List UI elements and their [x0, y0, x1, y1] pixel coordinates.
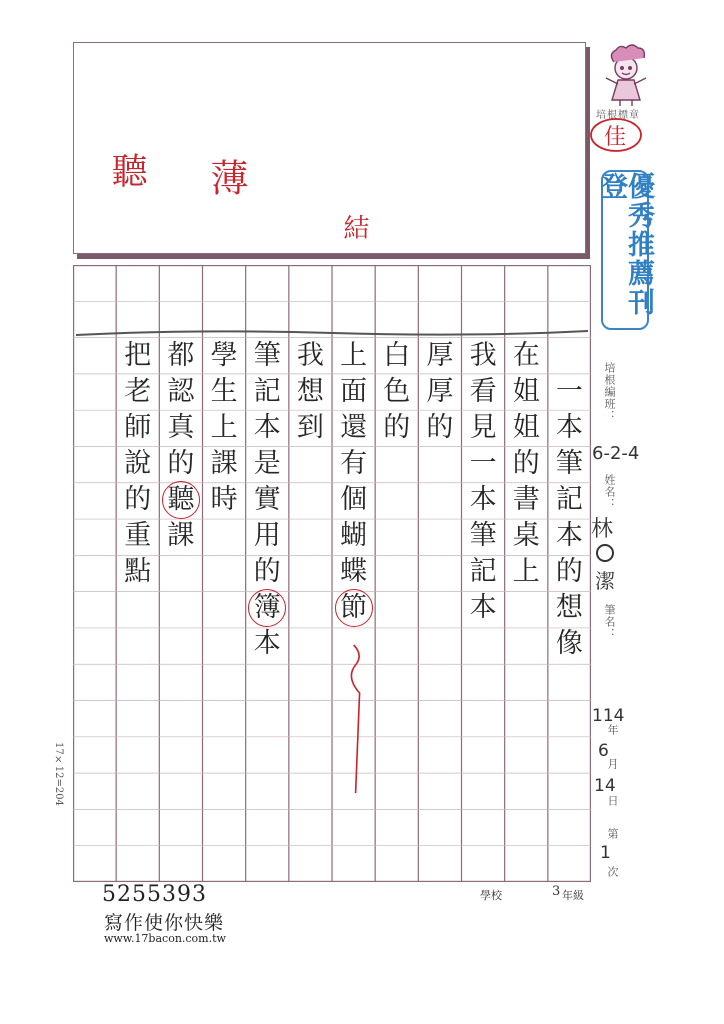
name-tail: 潔	[595, 569, 615, 593]
essay-character: 記	[469, 556, 497, 587]
essay-column	[418, 338, 462, 446]
month-value: 6	[598, 741, 609, 761]
essay-column	[116, 338, 160, 590]
essay-character: 想	[296, 376, 324, 407]
grade-label: 年級	[562, 889, 584, 902]
mascot-logo	[596, 44, 656, 110]
comment-correction-3: 結	[339, 214, 369, 240]
essay-character: 筆	[469, 520, 497, 551]
essay-character: 色	[383, 376, 411, 407]
corrected-character: 節	[336, 590, 372, 626]
essay-character: 生	[210, 376, 238, 407]
essay-character: 蝶	[340, 556, 368, 587]
essay-character: 上	[210, 412, 238, 443]
essay-character: 本	[469, 592, 497, 623]
essay-column	[245, 338, 289, 662]
essay-character: 一	[469, 448, 497, 479]
essay-character: 師	[124, 412, 152, 443]
essay-column	[504, 338, 548, 590]
essay-character: 說	[124, 448, 152, 479]
class-value: 6-2-4	[592, 443, 640, 464]
essay-character: 想	[555, 592, 583, 623]
essay-character: 的	[167, 448, 195, 479]
corrected-character: 簿	[249, 590, 285, 626]
essay-character: 書	[512, 484, 540, 515]
essay-column	[202, 338, 246, 518]
essay-character: 真	[167, 412, 195, 443]
footer-slogan: 寫作使你快樂	[104, 912, 225, 934]
corrected-character: 聽	[163, 482, 199, 518]
comment-correction-2: 薄	[204, 158, 248, 196]
correction-squiggle	[351, 645, 359, 793]
essay-character: 實	[253, 484, 281, 515]
essay-character: 筆	[555, 448, 583, 479]
day-value: 14	[594, 776, 616, 796]
essay-character: 還	[340, 412, 368, 443]
essay-character: 的	[555, 556, 583, 587]
essay-character: 是	[253, 448, 281, 479]
essay-character: 姐	[512, 412, 540, 443]
school-label: 學校	[480, 889, 502, 902]
essay-character: 把	[124, 340, 152, 371]
name-label: 姓名：	[603, 474, 616, 510]
essay-character: 我	[469, 340, 497, 371]
essay-title-column	[547, 374, 591, 662]
essay-character: 學	[210, 340, 238, 371]
year-value: 114	[592, 706, 625, 726]
essay-character: 時	[210, 484, 238, 515]
footer-phone: 5255393	[102, 882, 207, 907]
essay-character: 重	[124, 520, 152, 551]
recommend-stamp	[596, 170, 654, 330]
essay-character: 見	[469, 412, 497, 443]
teacher-comment-box	[73, 42, 586, 254]
essay-character: 白	[383, 340, 411, 371]
grid-size-label: 17×12=204	[53, 742, 64, 806]
count-prefix: 第	[606, 828, 619, 840]
essay-column	[461, 338, 505, 626]
essay-character: 本	[555, 520, 583, 551]
essay-character: 在	[512, 340, 540, 371]
pen-name-label: 筆名：	[603, 604, 616, 640]
essay-column	[375, 338, 419, 446]
essay-character: 的	[383, 412, 411, 443]
day-unit: 日	[606, 795, 619, 807]
essay-character: 個	[340, 484, 368, 515]
essay-character: 的	[253, 556, 281, 587]
essay-character: 記	[555, 484, 583, 515]
essay-character: 記	[253, 376, 281, 407]
essay-character: 蝴	[340, 520, 368, 551]
essay-character: 本	[253, 628, 281, 659]
essay-character: 姐	[512, 376, 540, 407]
grade-mark-text: 佳	[604, 125, 627, 150]
stamp-label: 培根標章	[596, 110, 640, 121]
essay-character: 的	[512, 448, 540, 479]
essay-character: 點	[124, 556, 152, 587]
essay-column	[159, 338, 203, 554]
essay-character: 像	[555, 628, 583, 659]
comment-correction-1: 聽	[106, 152, 147, 188]
grade-mark	[588, 114, 646, 156]
essay-character: 用	[253, 520, 281, 551]
essay-character: 桌	[512, 520, 540, 551]
recommend-stamp-text: 優秀推薦刊登	[596, 172, 654, 317]
essay-column	[332, 338, 376, 626]
name-circle-mark	[596, 544, 614, 562]
essay-character: 老	[124, 376, 152, 407]
essay-character: 面	[340, 376, 368, 407]
year-unit: 年	[606, 724, 619, 736]
essay-character: 本	[253, 412, 281, 443]
essay-character: 上	[340, 340, 368, 371]
essay-character: 上	[512, 556, 540, 587]
essay-character: 課	[210, 448, 238, 479]
essay-character: 有	[340, 448, 368, 479]
essay-character: 厚	[426, 376, 454, 407]
essay-character: 都	[167, 340, 195, 371]
writing-grid	[73, 265, 591, 882]
essay-character: 到	[296, 412, 324, 443]
essay-column	[288, 338, 332, 446]
month-unit: 月	[606, 758, 619, 770]
essay-character: 課	[167, 520, 195, 551]
essay-character: 我	[296, 340, 324, 371]
essay-character: 認	[167, 376, 195, 407]
essay-character: 本	[469, 484, 497, 515]
essay-character: 看	[469, 376, 497, 407]
name-value: 林	[591, 517, 614, 542]
class-label: 培根編班：	[603, 362, 616, 422]
essay-character: 的	[426, 412, 454, 443]
count-value: 1	[600, 843, 611, 863]
count-unit: 次	[606, 866, 619, 878]
essay-character: 本	[555, 412, 583, 443]
grade-number: 3	[552, 884, 561, 899]
footer-website: www.17bacon.com.tw	[104, 932, 226, 945]
essay-character: 的	[124, 484, 152, 515]
essay-character: 厚	[426, 340, 454, 371]
essay-character: 筆	[253, 340, 281, 371]
essay-character: 一	[555, 376, 583, 407]
